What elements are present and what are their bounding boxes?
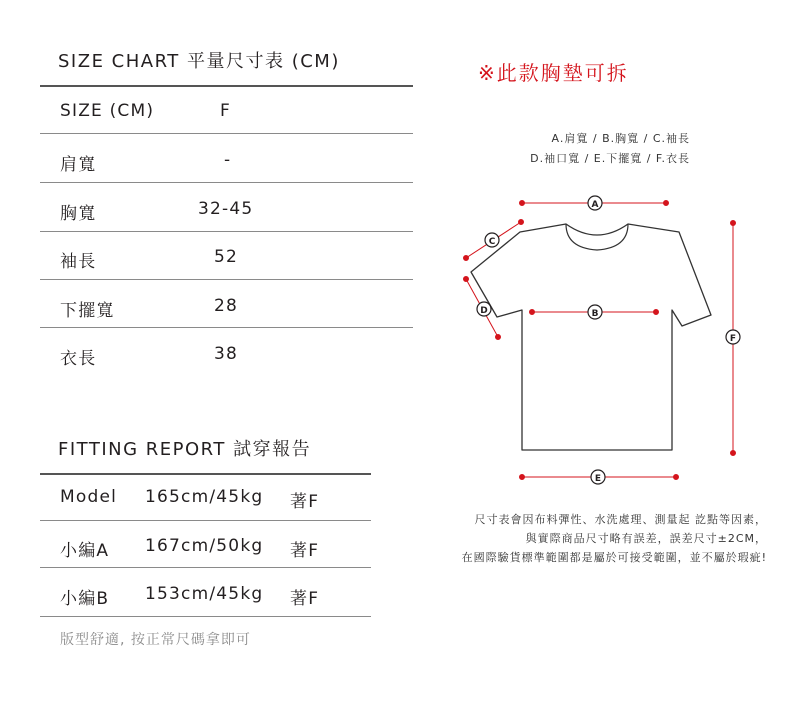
marker-f <box>726 330 740 344</box>
svg-text:C: C <box>488 237 496 247</box>
row-value-shoulder: - <box>224 150 232 170</box>
divider <box>40 473 371 475</box>
fitting-report-title: FITTING REPORT 試穿報告 <box>58 439 312 460</box>
legend-line-1: A.肩寬 / B.胸寬 / C.袖長 <box>551 132 690 145</box>
disclaimer-line-1: 尺寸表會因布料彈性、水洗處理、測量起 訖點等因素， <box>474 513 767 526</box>
svg-text:B: B <box>591 309 599 319</box>
fit-measure-editor-a: 167cm/50kg <box>145 536 264 556</box>
fit-size-model: 著F <box>290 492 320 512</box>
marker-d <box>477 302 491 316</box>
disclaimer-line-3: 在國際驗貨標準範圍都是屬於可接受範圍，並不屬於瑕疵! <box>461 551 767 564</box>
row-value-chest: 32-45 <box>198 199 254 219</box>
tshirt-outline <box>471 224 711 450</box>
marker-c <box>485 233 499 247</box>
divider <box>40 520 371 521</box>
fit-measure-model: 165cm/45kg <box>145 487 264 507</box>
row-label-length: 衣長 <box>60 349 97 369</box>
divider <box>40 85 413 87</box>
divider <box>40 279 413 280</box>
row-label-chest: 胸寬 <box>60 204 97 224</box>
divider <box>40 327 413 328</box>
row-label-hem: 下擺寬 <box>60 301 115 321</box>
fit-size-editor-b: 著F <box>290 589 320 609</box>
row-label-sleeve: 袖長 <box>60 252 97 272</box>
fitting-note: 版型舒適, 按正常尺碼拿即可 <box>60 632 251 648</box>
disclaimer-line-2: 與實際商品尺寸略有誤差，誤差尺寸±2CM， <box>525 532 767 545</box>
marker-b <box>588 305 602 319</box>
marker-e <box>591 470 605 484</box>
row-value-hem: 28 <box>214 296 239 316</box>
svg-text:E: E <box>594 474 602 484</box>
fit-name-editor-b: 小編B <box>60 589 110 609</box>
divider <box>40 182 413 183</box>
size-header-label: SIZE (CM) <box>60 101 155 121</box>
svg-text:A: A <box>591 200 599 210</box>
fit-measure-editor-b: 153cm/45kg <box>145 584 264 604</box>
row-label-shoulder: 肩寬 <box>60 155 97 175</box>
fit-name-editor-a: 小編A <box>60 541 110 561</box>
fit-size-editor-a: 著F <box>290 541 320 561</box>
svg-text:D: D <box>480 306 488 316</box>
row-value-length: 38 <box>214 344 239 364</box>
fit-name-model: Model <box>60 487 118 507</box>
marker-a <box>588 196 602 210</box>
size-chart-title: SIZE CHART 平量尺寸表 (CM) <box>58 51 340 72</box>
svg-text:F: F <box>729 334 737 344</box>
divider <box>40 133 413 134</box>
divider <box>40 231 413 232</box>
legend-line-2: D.袖口寬 / E.下擺寬 / F.衣長 <box>530 152 690 165</box>
divider <box>40 616 371 617</box>
detachable-pad-note: ※此款胸墊可拆 <box>478 61 629 85</box>
divider <box>40 567 371 568</box>
tshirt-measurement-diagram <box>450 185 750 490</box>
tshirt-collar <box>566 224 628 250</box>
row-value-sleeve: 52 <box>214 247 239 267</box>
size-header-value: F <box>220 101 231 121</box>
